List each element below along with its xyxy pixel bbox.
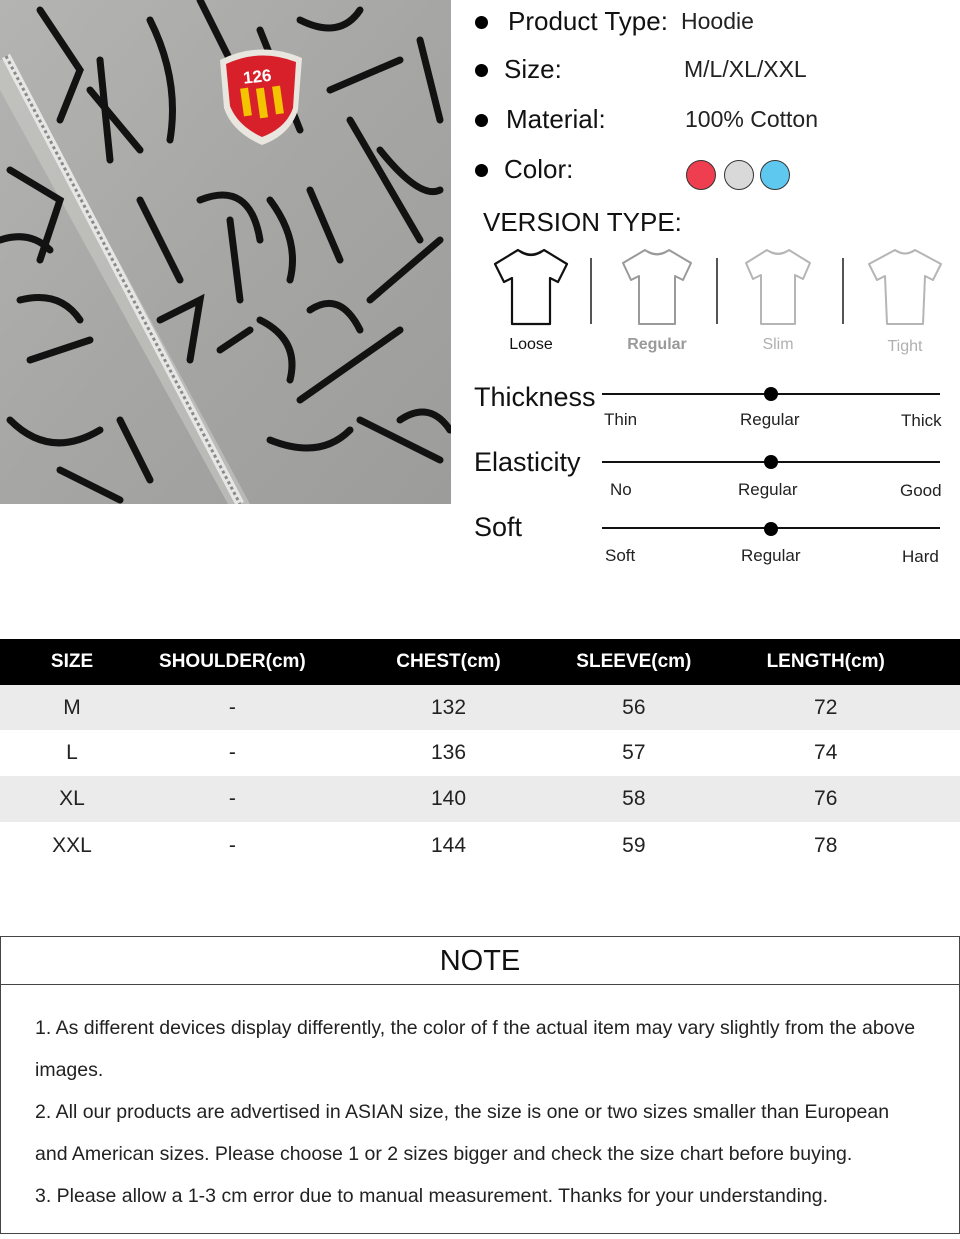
version-label: Regular — [627, 336, 687, 353]
version-label: Tight — [887, 338, 923, 355]
scale-low-label: Thin — [604, 410, 638, 429]
scale-low-label: Soft — [605, 546, 636, 565]
version-divider — [590, 258, 592, 324]
version-divider — [716, 258, 718, 324]
cell-size: XXL — [0, 822, 144, 870]
note-line: 1. As different devices display differently, the color of f the actual item may vary slightly from the above images. — [35, 1017, 916, 1081]
scale-marker-soft — [764, 522, 778, 536]
cell-length: 76 — [691, 776, 960, 822]
cell-sleeve: 56 — [576, 685, 691, 730]
version-type-regular — [612, 246, 702, 356]
scale-title-soft: Soft — [474, 512, 523, 542]
color-swatch-gray[interactable] — [724, 160, 754, 190]
table-row — [0, 776, 960, 822]
bullet-icon — [475, 164, 488, 177]
header-chest: CHEST(cm) — [321, 639, 577, 685]
header-shoulder: SHOULDER(cm) — [144, 639, 321, 685]
version-label: Loose — [509, 336, 553, 353]
patch-number: 126 — [242, 65, 273, 88]
header-sleeve: SLEEVE(cm) — [576, 639, 691, 685]
spec-color — [475, 154, 945, 194]
version-divider — [842, 258, 844, 324]
cell-chest: 132 — [321, 685, 577, 730]
cell-size: XL — [0, 776, 144, 822]
cell-size: L — [0, 730, 144, 776]
scale-low-label: No — [610, 480, 632, 499]
scale-title-elasticity: Elasticity — [474, 447, 581, 477]
spec-label: Material: — [506, 104, 606, 134]
cell-shoulder: - — [144, 730, 321, 776]
product-photo — [0, 0, 451, 504]
scale-marker-elasticity — [764, 455, 778, 469]
table-row — [0, 730, 960, 776]
cell-sleeve: 59 — [576, 822, 691, 870]
bullet-icon — [475, 16, 488, 29]
table-header-row — [0, 639, 960, 685]
scale-marker-thickness — [764, 387, 778, 401]
hoodie-graffiti-illustration — [0, 0, 451, 504]
spec-value: M/L/XL/XXL — [684, 56, 807, 82]
tshirt-icon — [865, 246, 945, 328]
spec-value: 100% Cotton — [685, 106, 818, 132]
scale-mid-label: Regular — [740, 410, 800, 429]
spec-value: Hoodie — [681, 8, 754, 34]
cell-chest: 144 — [321, 822, 577, 870]
note-line: 3. Please allow a 1-3 cm error due to manual measurement. Thanks for your understanding. — [35, 1185, 829, 1207]
cell-length: 78 — [691, 822, 960, 870]
cell-size: M — [0, 685, 144, 730]
scale-mid-label: Regular — [741, 546, 801, 565]
spec-label: Color: — [504, 154, 574, 184]
tshirt-icon — [491, 246, 571, 328]
spec-product-type — [475, 6, 945, 46]
cell-length: 72 — [691, 685, 960, 730]
version-type-slim — [733, 246, 823, 356]
cell-sleeve: 58 — [576, 776, 691, 822]
tshirt-icon — [617, 246, 697, 328]
note-line: 2. All our products are advertised in ASIAN size, the size is one or two sizes smaller than European and American sizes. Please choose 1 or 2 sizes bigger and check the size chart before buying. — [35, 1101, 890, 1165]
note-box — [0, 936, 960, 1234]
scale-high-label: Hard — [902, 547, 939, 566]
size-chart-table — [0, 639, 960, 870]
cell-sleeve: 57 — [576, 730, 691, 776]
cell-chest: 136 — [321, 730, 577, 776]
header-length: LENGTH(cm) — [691, 639, 960, 685]
scale-high-label: Good — [900, 481, 942, 500]
table-row — [0, 685, 960, 730]
bullet-icon — [475, 114, 488, 127]
table-row — [0, 822, 960, 870]
scale-mid-label: Regular — [738, 480, 798, 499]
note-body — [35, 1007, 925, 1217]
bullet-icon — [475, 64, 488, 77]
tshirt-icon — [738, 246, 818, 328]
scale-high-label: Thick — [901, 411, 942, 430]
cell-shoulder: - — [144, 822, 321, 870]
spec-label: Product Type: — [508, 6, 668, 36]
scale-title-thickness: Thickness — [474, 382, 596, 412]
version-type-tight — [860, 246, 950, 356]
header-size: SIZE — [0, 639, 144, 685]
spec-label: Size: — [504, 54, 562, 84]
spec-material — [475, 104, 945, 144]
note-title: NOTE — [1, 937, 959, 985]
color-swatch-red[interactable] — [686, 160, 716, 190]
spec-size — [475, 54, 945, 94]
cell-shoulder: - — [144, 776, 321, 822]
version-type-title: VERSION TYPE: — [483, 207, 682, 237]
cell-chest: 140 — [321, 776, 577, 822]
color-swatch-blue[interactable] — [760, 160, 790, 190]
version-label: Slim — [762, 336, 794, 353]
version-type-loose — [486, 246, 576, 356]
cell-length: 74 — [691, 730, 960, 776]
cell-shoulder: - — [144, 685, 321, 730]
